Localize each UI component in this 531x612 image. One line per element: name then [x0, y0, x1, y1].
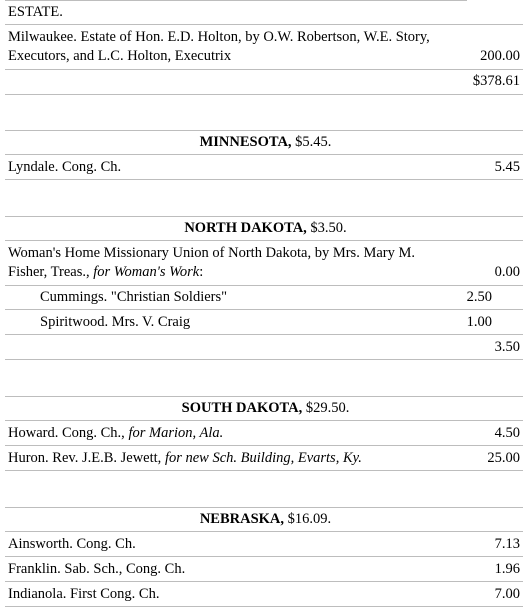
rule	[5, 94, 523, 95]
section-heading-south-dakota	[0, 399, 531, 417]
union-note: for Woman's Work	[89, 264, 200, 280]
union-colon: :	[199, 264, 204, 280]
entry-purpose: for Marion, Ala.	[124, 425, 224, 441]
rule	[5, 69, 523, 70]
union-amount: 0.00	[494, 264, 520, 280]
section-heading-minnesota	[0, 133, 531, 151]
union-entry-line1: Woman's Home Missionary Union of North Dakota, by Mrs. Mary M.	[8, 245, 415, 261]
rule	[5, 240, 523, 241]
rule	[5, 154, 523, 155]
section-heading-nebraska	[0, 510, 531, 528]
state-sum: $16.09.	[284, 511, 332, 527]
rule	[5, 130, 523, 131]
estate-entry-line2: Executors, and L.C. Holton, Executrix	[8, 48, 232, 64]
rule	[5, 420, 523, 421]
union-treasurer: Fisher, Treas.,	[8, 264, 90, 280]
entry-amount: 7.13	[494, 536, 520, 552]
state-sum: $3.50.	[306, 220, 347, 236]
entry-text	[8, 424, 223, 442]
rule	[5, 334, 523, 335]
union-entry-line2	[8, 263, 203, 281]
estate-label: ESTATE.	[8, 4, 63, 20]
sub-entry-text: Cummings. "Christian Soldiers"	[40, 289, 228, 305]
entry-donor: Huron. Rev. J.E.B. Jewett,	[8, 450, 162, 466]
entry-purpose: for new Sch. Building, Evarts, Ky.	[161, 450, 362, 466]
rule	[5, 556, 523, 557]
rule	[5, 216, 523, 217]
entry-donor: Howard. Cong. Ch.,	[8, 425, 125, 441]
entry-amount: 25.00	[487, 450, 520, 466]
rule	[5, 606, 523, 607]
entry-amount: 7.00	[494, 586, 520, 602]
section-heading-north-dakota	[0, 219, 531, 237]
section-total: 3.50	[494, 339, 520, 355]
entry-amount: 5.45	[494, 159, 520, 175]
rule	[5, 359, 523, 360]
estate-entry-amount: 200.00	[480, 48, 520, 64]
sub-entry-amount: 2.50	[466, 289, 492, 305]
rule	[5, 581, 523, 582]
entry-text: Lyndale. Cong. Ch.	[8, 159, 122, 175]
rule	[5, 531, 523, 532]
rule	[5, 309, 523, 310]
sub-entry-amount: 1.00	[466, 314, 492, 330]
state-sum: $29.50.	[302, 400, 350, 416]
entry-text: Franklin. Sab. Sch., Cong. Ch.	[8, 561, 186, 577]
entry-amount: 1.96	[494, 561, 520, 577]
estate-entry-line1: Milwaukee. Estate of Hon. E.D. Holton, by O.W. Robertson, W.E. Story,	[8, 29, 430, 45]
rule	[5, 470, 523, 471]
entry-text: Ainsworth. Cong. Ch.	[8, 536, 136, 552]
rule	[5, 285, 523, 286]
rule	[5, 0, 467, 1]
entry-text: Indianola. First Cong. Ch.	[8, 586, 160, 602]
entry-amount: 4.50	[494, 425, 520, 441]
rule	[5, 445, 523, 446]
entry-text	[8, 449, 362, 467]
state-name: NORTH DAKOTA,	[184, 220, 307, 236]
state-name: SOUTH DAKOTA,	[181, 400, 303, 416]
state-name: MINNESOTA,	[199, 134, 292, 150]
rule	[5, 24, 523, 25]
rule	[5, 396, 523, 397]
rule	[5, 507, 523, 508]
estate-total: $378.61	[472, 73, 520, 89]
rule	[5, 179, 523, 180]
state-name: NEBRASKA,	[199, 511, 285, 527]
sub-entry-text: Spiritwood. Mrs. V. Craig	[40, 314, 191, 330]
state-sum: $5.45.	[291, 134, 332, 150]
